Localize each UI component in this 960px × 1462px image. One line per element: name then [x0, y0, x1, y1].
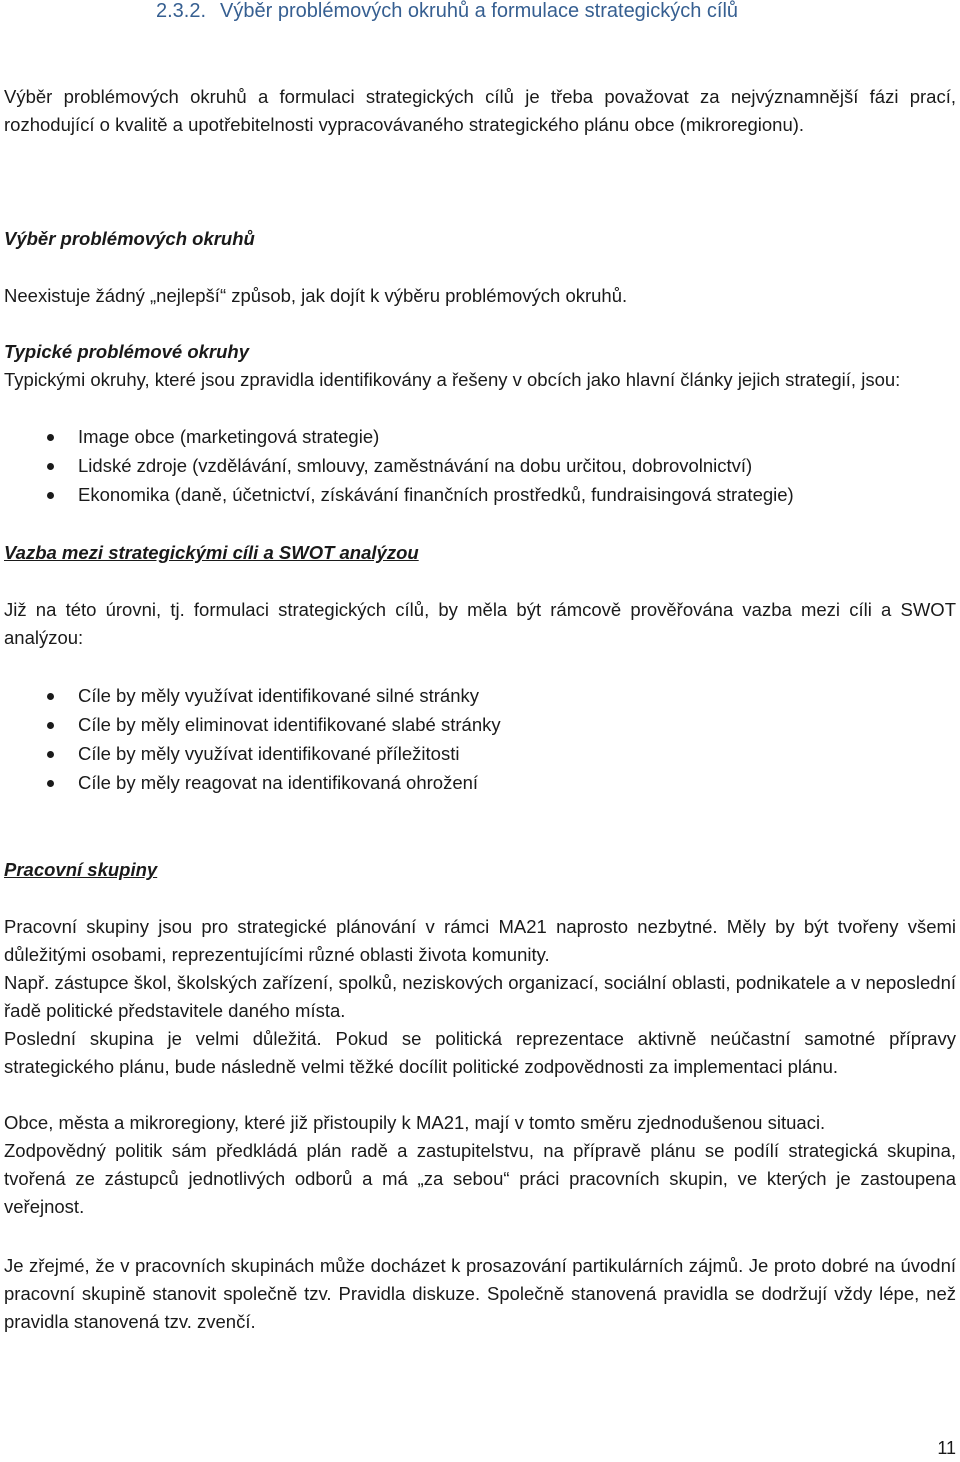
- working-groups-paragraph-6: Je zřejmé, že v pracovních skupinách může docházet k prosazování partikulárních zájmů. Je proto dobré na úvodní pracovní skupině stanovit společně tzv. Pravidla diskuze. Společně stanovená pravidla se dodržují vždy lépe, než pravidla stanovená tzv. zvenčí.: [4, 1255, 956, 1332]
- problem-areas-text: Neexistuje žádný „nejlepší“ způsob, jak dojít k výběru problémových okruhů.: [4, 285, 628, 306]
- list-item: Cíle by měly využívat identifikované příležitosti: [4, 740, 956, 769]
- working-groups-paragraph-3: Poslední skupina je velmi důležitá. Pokud se politická reprezentace aktivně neúčastní samotné přípravy strategického plánu, bude následně velmi těžké docílit politické zodpovědnosti za implementaci plánu.: [4, 1028, 956, 1077]
- subheading-typical-areas: Typické problémové okruhy: [4, 341, 250, 362]
- section-number: 2.3.2.: [156, 0, 207, 22]
- list-item: Cíle by měly využívat identifikované silné stránky: [4, 682, 956, 711]
- subheading-problem-areas: Výběr problémových okruhů: [4, 228, 255, 249]
- swot-link-text: Již na této úrovni, tj. formulaci strategických cílů, by měla být rámcově prověřována vazba mezi cíli a SWOT analýzou:: [4, 599, 956, 648]
- list-item: Cíle by měly reagovat na identifikovaná ohrožení: [4, 769, 956, 798]
- list-item: Ekonomika (daně, účetnictví, získávání finančních prostředků, fundraisingová strategie): [4, 481, 956, 510]
- page-number: 11: [937, 1438, 956, 1458]
- working-groups-paragraph-5: Zodpovědný politik sám předkládá plán radě a zastupitelstvu, na přípravě plánu se podílí strategická skupina, tvořená ze zástupců jednotlivých odborů a má „za sebou“ práci pracovních skupin, ve kterých je zastoupena veřejnost.: [4, 1140, 956, 1217]
- intro-paragraph: Výběr problémových okruhů a formulaci strategických cílů je třeba považovat za nejvýznamnější fázi prací, rozhodující o kvalitě a upotřebitelnosti vypracovávaného strategického plánu obce (mikroregionu).: [4, 86, 956, 135]
- subheading-swot-link: Vazba mezi strategickými cíli a SWOT analýzou: [4, 542, 419, 563]
- subheading-working-groups: Pracovní skupiny: [4, 859, 158, 880]
- list-item: Lidské zdroje (vzdělávání, smlouvy, zaměstnávání na dobu určitou, dobrovolnictví): [4, 452, 956, 481]
- working-groups-paragraph-1: Pracovní skupiny jsou pro strategické plánování v rámci MA21 naprosto nezbytné. Měly by být tvořeny všemi důležitými osobami, reprezentujícími různé oblasti života komunity.: [4, 916, 956, 965]
- working-groups-paragraph-2: Např. zástupce škol, školských zařízení, spolků, neziskových organizací, sociální oblasti, podnikatele a v neposlední řadě politické představitele daného místa.: [4, 972, 956, 1021]
- working-groups-paragraph-4: Obce, města a mikroregiony, které již přistoupily k MA21, mají v tomto směru zjednodušenou situaci.: [4, 1112, 826, 1133]
- section-heading: [156, 0, 738, 25]
- list-item: Image obce (marketingová strategie): [4, 423, 956, 452]
- typical-areas-list: [4, 423, 956, 510]
- section-title: Výběr problémových okruhů a formulace strategických cílů: [220, 0, 739, 22]
- list-item: Cíle by měly eliminovat identifikované slabé stránky: [4, 711, 956, 740]
- swot-link-list: [4, 682, 956, 798]
- typical-areas-text: Typickými okruhy, které jsou zpravidla identifikovány a řešeny v obcích jako hlavní články jejich strategií, jsou:: [4, 369, 901, 390]
